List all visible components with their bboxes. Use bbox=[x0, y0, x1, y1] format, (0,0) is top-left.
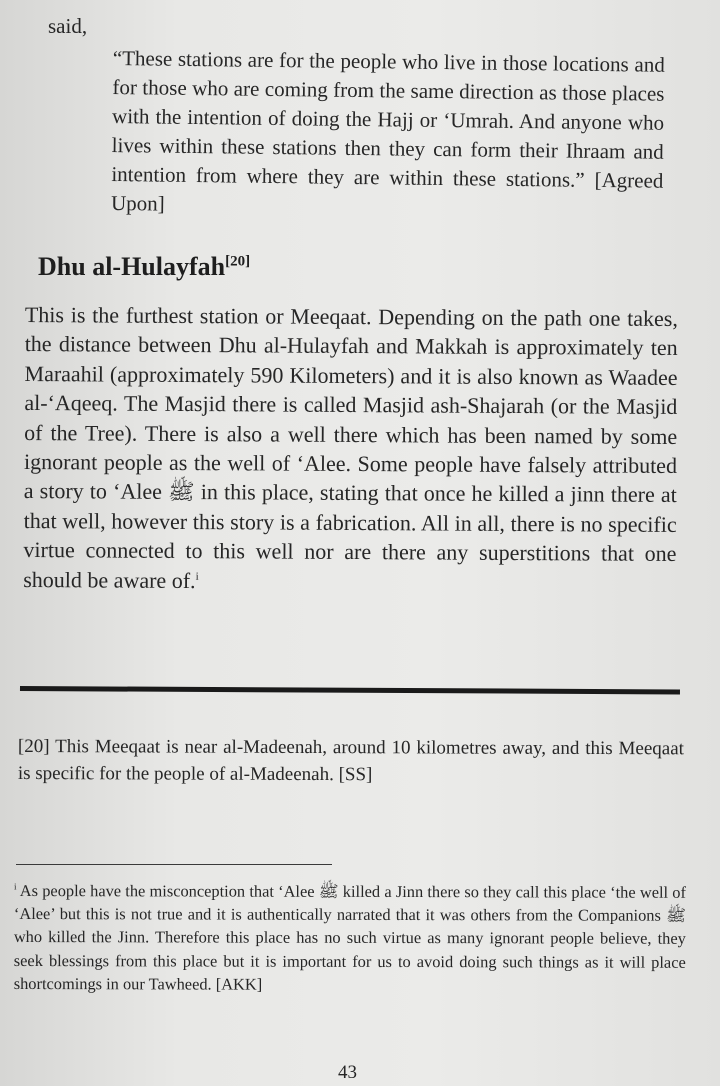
section-heading bbox=[38, 252, 250, 282]
heading-ref: [20] bbox=[225, 253, 251, 270]
section-divider bbox=[20, 686, 680, 694]
body-paragraph bbox=[23, 300, 678, 598]
body-footnote-mark: i bbox=[195, 570, 199, 583]
footnote-text: As people have the misconception that ‘Alee ﷺ killed a Jinn there so they call this place ‘the well of ‘Alee’ but this is not true and it is authentically narrated that it was others from the Companions ﷺ who killed the Jinn. Therefore this place has no such virtue as many ignorant people believe, they seek blessings from this place but it is important for us to avoid doing such things as it will place shortcomings in our Tawheed. [AKK] bbox=[13, 881, 686, 994]
page-number: 43 bbox=[338, 1062, 357, 1083]
footnote bbox=[14, 879, 686, 997]
body-text: This is the furthest station or Meeqaat. Depending on the path one takes, the distance between Dhu al-Hulayfah and Makkah is approximately ten Maraahil (approximately 590 Kilometers) and it is also known as Waadee al-‘Aqeeq. The Masjid there is called Masjid ash-Shajarah (or the Masjid of the Tree). There is also a well there which has been named by some ignorant people as the well of ‘Alee. Some people have falsely attributed a story to ‘Alee ﷺ in this place, stating that once he killed a jinn there at that well, however this story is a fabrication. All in all, there is no specific virtue connected to this well nor are there any superstitions that one should be aware of. bbox=[23, 301, 678, 593]
footnote-divider bbox=[16, 864, 332, 865]
hadith-quote: “These stations are for the people who live in those locations and for those who are coming from the same direction as those places with the intention of doing the Hajj or ‘Umrah. And anyone who lives within these stations then they can form their Ihraam and intention from where they are within these stations.” [Agreed Upon] bbox=[110, 45, 665, 216]
footnote-mark: i bbox=[13, 881, 17, 892]
said-text: said, bbox=[48, 14, 88, 38]
heading-title: Dhu al-Hulayfah bbox=[38, 252, 226, 281]
endnote-20: [20] This Meeqaat is near al-Madeenah, around 10 kilometres away, and this Meeqaat is specific for the people of al-Madeenah. [SS] bbox=[17, 736, 684, 786]
